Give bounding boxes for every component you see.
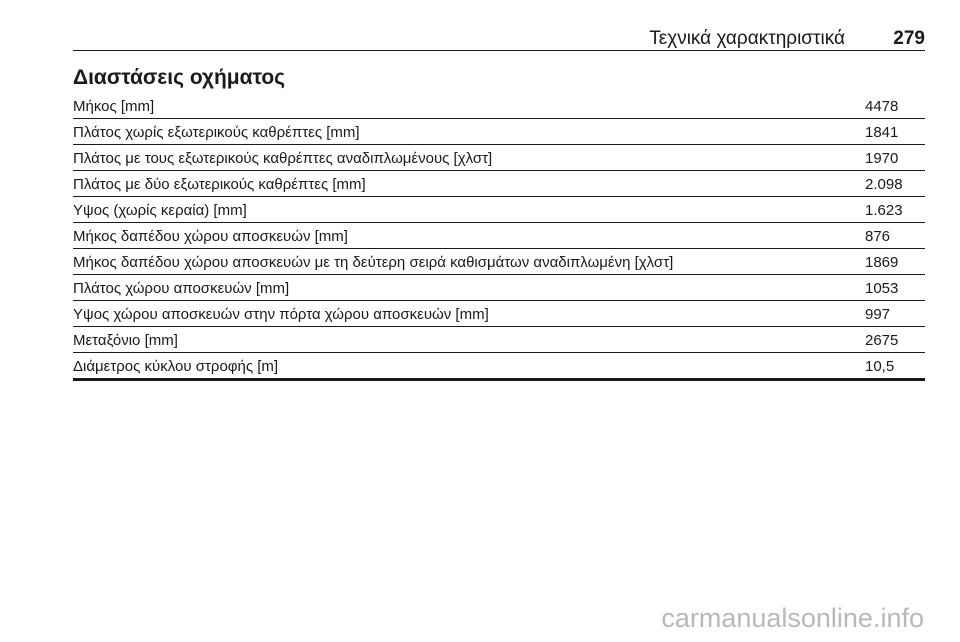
spec-label: Μήκος [mm] [73, 98, 155, 115]
section-heading: Διαστάσεις οχήματος [73, 66, 286, 89]
spec-value: 4478 [865, 98, 899, 115]
spec-table [73, 93, 925, 381]
table-row [73, 171, 925, 197]
table-row [73, 145, 925, 171]
spec-label: Υψος χώρου αποσκευών στην πόρτα χώρου αποσκευών [mm] [73, 306, 489, 323]
spec-label: Υψος (χωρίς κεραία) [mm] [73, 202, 247, 219]
spec-value: 997 [865, 306, 891, 323]
spec-value: 2.098 [865, 176, 903, 193]
table-row [73, 197, 925, 223]
watermark: carmanualsonline.info [661, 603, 924, 633]
table-row [73, 249, 925, 275]
spec-label: Πλάτος χωρίς εξωτερικούς καθρέπτες [mm] [73, 124, 360, 141]
spec-label: Μεταξόνιο [mm] [73, 332, 178, 349]
table-row [73, 327, 925, 353]
spec-label: Πλάτος χώρου αποσκευών [mm] [73, 280, 290, 297]
spec-value: 876 [865, 228, 891, 245]
spec-label: Μήκος δαπέδου χώρου αποσκευών με τη δεύτερη σειρά καθισμάτων αναδιπλωμένη [χλστ] [73, 254, 674, 271]
page-header [73, 28, 925, 51]
spec-value: 1869 [865, 254, 899, 271]
table-row [73, 275, 925, 301]
spec-value: 2675 [865, 332, 899, 349]
spec-label: Πλάτος με δύο εξωτερικούς καθρέπτες [mm] [73, 176, 366, 193]
spec-value: 1.623 [865, 202, 903, 219]
table-row [73, 301, 925, 327]
table-row [73, 93, 925, 119]
spec-value: 1841 [865, 124, 899, 141]
table-row [73, 353, 925, 378]
spec-value: 1970 [865, 150, 899, 167]
header-title: Τεχνικά χαρακτηριστικά [649, 28, 845, 49]
spec-label: Πλάτος με τους εξωτερικούς καθρέπτες αναδιπλωμένους [χλστ] [73, 150, 493, 167]
spec-value: 10,5 [865, 358, 895, 375]
table-row [73, 119, 925, 145]
page-number: 279 [893, 28, 925, 49]
spec-value: 1053 [865, 280, 899, 297]
spec-label: Διάμετρος κύκλου στροφής [m] [73, 358, 279, 375]
spec-label: Μήκος δαπέδου χώρου αποσκευών [mm] [73, 228, 348, 245]
table-row [73, 223, 925, 249]
